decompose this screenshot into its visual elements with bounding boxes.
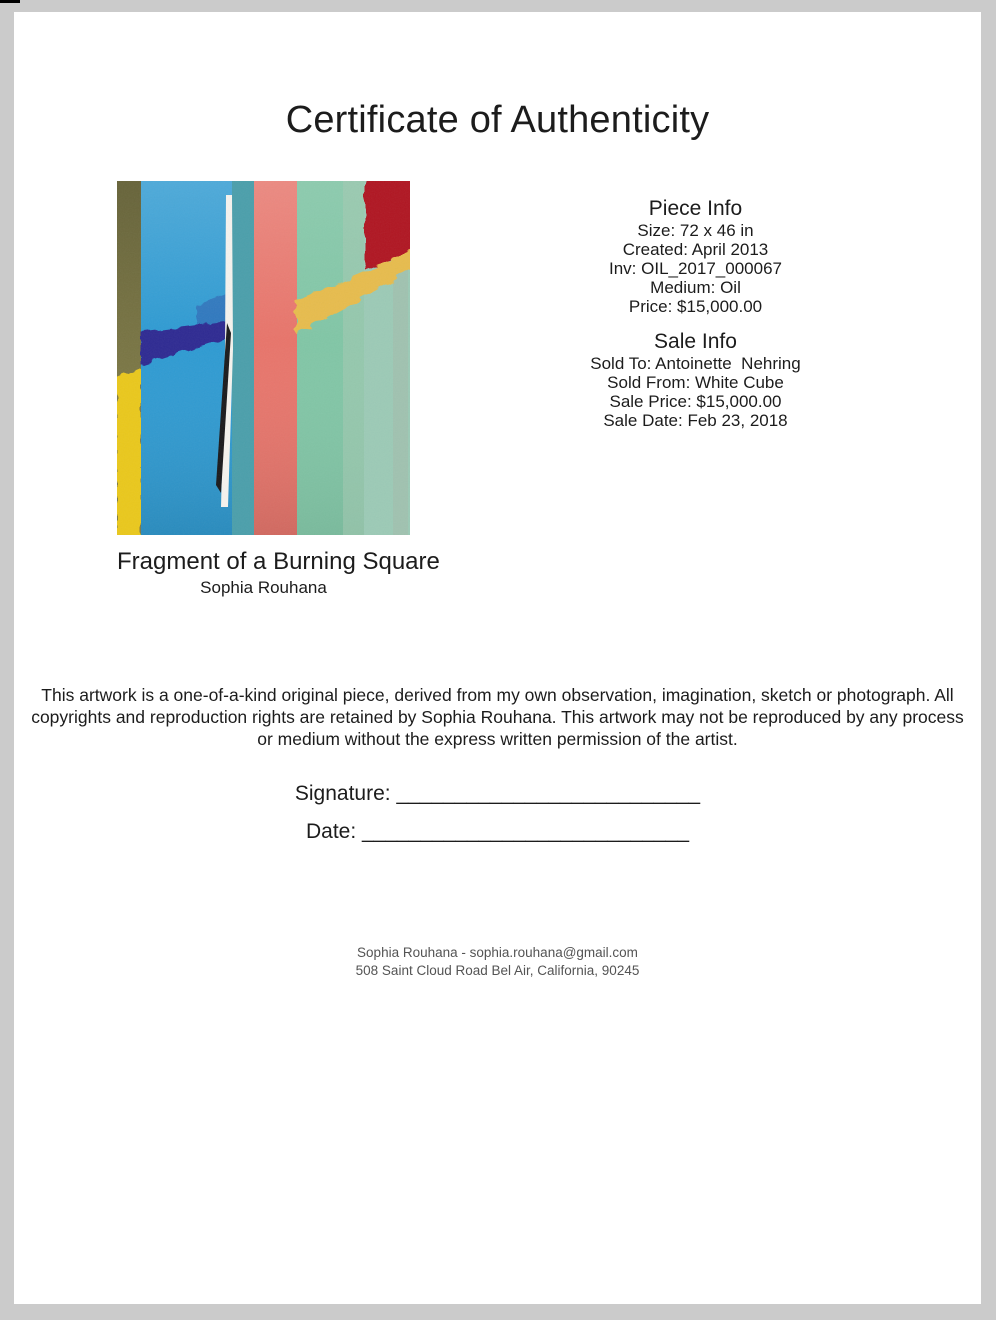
- piece-info-inventory: Inv: OIL_2017_000067: [609, 259, 782, 278]
- footer-address-line: 508 Saint Cloud Road Bel Air, California, 90245: [355, 962, 640, 978]
- screenshot-edge-artifact: [0, 0, 20, 3]
- artwork-and-info-row: [14, 181, 981, 598]
- signature-label: Signature:: [294, 782, 397, 805]
- sale-info-sold-to: Sold To: Antoinette Nehring: [590, 354, 801, 373]
- footer-contact-line: Sophia Rouhana - sophia.rouhana@gmail.com: [357, 945, 638, 960]
- info-column: [410, 181, 981, 598]
- artwork-title: Fragment of a Burning Square: [117, 548, 440, 575]
- copyright-statement: This artwork is a one-of-a-kind original piece, derived from my own observation, imagination, sketch or photograph. All copyrights and reproduction rights are retained by Sophia Rouhana. This artwork may not be reproduced by any process or medium without the express written permission of the artist.: [31, 685, 964, 749]
- page-title: Certificate of Authenticity: [285, 99, 710, 141]
- sale-info-sale-date: Sale Date: Feb 23, 2018: [603, 411, 788, 430]
- date-row: [14, 819, 981, 845]
- piece-info-price: Price: $15,000.00: [628, 297, 763, 316]
- artwork-artist: Sophia Rouhana: [200, 578, 327, 597]
- certificate-page: [14, 12, 981, 1304]
- artwork-column: [117, 181, 440, 598]
- artist-contact-footer: [14, 944, 981, 979]
- date-label: Date:: [305, 820, 362, 843]
- sale-info-sold-from: Sold From: White Cube: [607, 373, 784, 392]
- sale-info-sale-price: Sale Price: $15,000.00: [609, 392, 782, 411]
- signature-row: [14, 781, 981, 807]
- artwork-image: [117, 181, 410, 535]
- piece-info-created: Created: April 2013: [622, 240, 769, 259]
- sale-info-heading: Sale Info: [654, 330, 737, 353]
- piece-info-size: Size: 72 x 46 in: [637, 221, 754, 240]
- piece-info-heading: Piece Info: [648, 197, 743, 220]
- date-blank-line: ____________________________: [362, 820, 690, 843]
- piece-info-medium: Medium: Oil: [650, 278, 741, 297]
- signature-blank-line: __________________________: [396, 782, 701, 805]
